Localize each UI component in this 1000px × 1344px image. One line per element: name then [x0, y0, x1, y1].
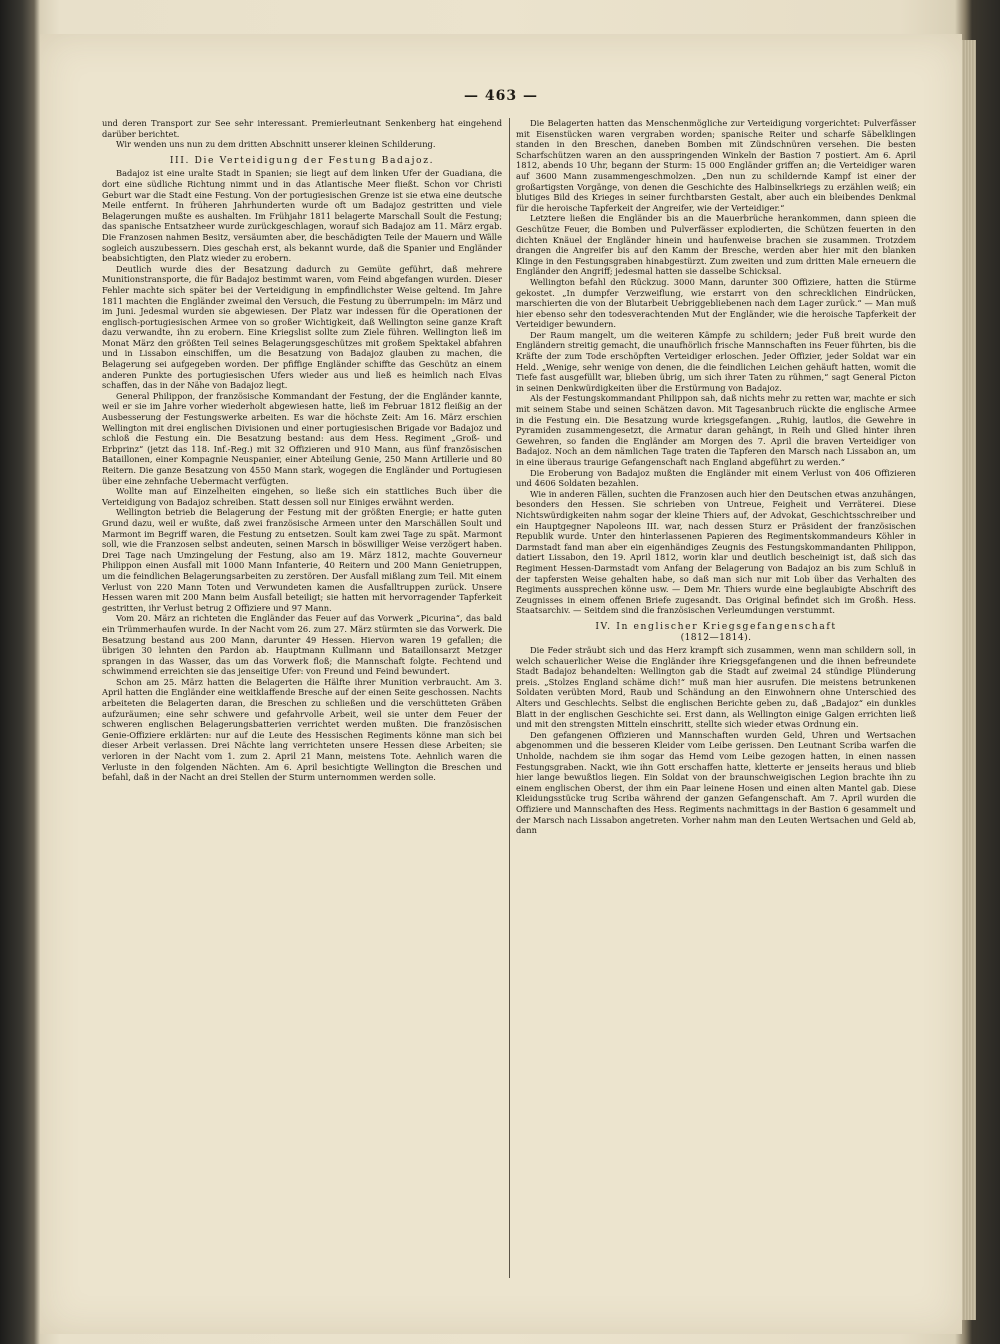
paragraph: und deren Transport zur See sehr interessant. Premierleutnant Senkenberg hat eingehend darüber berichtet. [102, 118, 502, 139]
paragraph: Den gefangenen Offizieren und Mannschaften wurden Geld, Uhren und Wertsachen abgenommen und die besseren Kleider vom Leibe gerissen. Den Leutnant Scriba warfen die Unholde, nachdem sie ihm sogar das Hemd vom Leibe gezogen hatten, in einen nassen Festungsgraben. Nackt, wie ihn Gott erschaffen hatte, kletterte er jenseits heraus und blieb hier lange bewußtlos liegen. Ein Soldat von der braunschweigischen Legion brachte ihn zu einem englischen Oberst, der ihm ein Paar leinene Hosen und einen alten Mantel gab. Diese Kleidungsstücke trug Scriba während der ganzen Gefangenschaft. Am 7. April wurden die Offiziere und Mannschaften des Hess. Regiments nachmittags in der Bastion 6 gesammelt und der Marsch nach Lissabon angetreten. Vorher nahm man den Leuten Wertsachen und Geld ab, dann [516, 729, 916, 836]
paragraph: Wollte man auf Einzelheiten eingehen, so ließe sich ein stattliches Buch über die Verteidigung von Badajoz schreiben. Statt dessen soll nur Einiges erwähnt werden. [102, 486, 502, 507]
paragraph: Als der Festungskommandant Philippon sah, daß nichts mehr zu retten war, machte er sich mit seinem Stabe und seinen Schätzen davon. Mit Tagesanbruch rückte die englische Armee in die Festung ein. Die Besatzung wurde kriegsgefangen. „Ruhig, lautlos, die Gewehre in Pyramiden zusammengesetzt, die Armatur daran gehängt, in Reih und Glied hinter ihren Gewehren, so fanden die Engländer am Morgen des 7. April die braven Verteidiger von Badajoz. Noch an dem nämlichen Tage traten die Tapferen den Marsch nach Lissabon an, um in eine überaus traurige Gefangenschaft nach England abgeführt zu werden.“ [516, 393, 916, 467]
paragraph: Vom 20. März an richteten die Engländer das Feuer auf das Vorwerk „Picurina“, das bald ein Trümmerhaufen wurde. In der Nacht vom 26. zum 27. März stürmten sie das Vorwerk. Die Besatzung bestand aus 200 Mann, darunter 49 Hessen. Hiervon waren 19 gefallen; die übrigen 30 lehnten den Pardon ab. Hauptmann Kullmann und Bataillonsarzt Metzger sprangen in das Wasser, das um das Vorwerk floß; die Mannschaft folgte. Fechtend und schwimmend erreichten sie das jenseitige Ufer: von Freund und Feind bewundert. [102, 613, 502, 677]
paragraph: General Philippon, der französische Kommandant der Festung, der die Engländer kannte, weil er sie im Jahre vorher wiederholt abgewiesen hatte, ließ im Februar 1812 fleißig an der Ausbesserung der Festungswerke arbeiten. Es war die höchste Zeit: Am 16. März erschien Wellington mit drei englischen Divisionen und einer portugiesischen Brigade vor Badajoz und schloß die Festung ein. Die Besatzung bestand: aus dem Hess. Regiment „Groß- und Erbprinz“ (jetzt das 118. Inf.-Reg.) mit 32 Offizieren und 910 Mann, aus fünf französischen Bataillonen, einer Kompagnie Neuspanier, einer Abteilung Genie, 250 Mann Artillerie und 80 Reitern. Die ganze Besatzung von 4550 Mann stark, wogegen die Engländer und Portugiesen über eine zehnfache Uebermacht verfügten. [102, 390, 502, 486]
paragraph: Die Belagerten hatten das Menschenmögliche zur Verteidigung vorgerichtet: Pulverfässer mit Eisenstücken waren vergraben worden; spanische Reiter und scharfe Säbelklingen standen in den Breschen, daneben Bomben mit Zündschnüren versehen. Die besten Scharfschützen waren an den ausspringenden Winkeln der Bastion 7 postiert. Am 6. April 1812, abends 10 Uhr, begann der Sturm: 15 000 Engländer griffen an; die Verteidiger waren auf 3600 Mann zusammengeschmolzen. „Den nun zu schildernde Kampf ist einer der großartigsten Vorgänge, von denen die Geschichte des Halbinselkriegs zu erzählen weiß; ein blutiges Bild des Krieges in seiner furchtbarsten Gestalt, aber auch ein bleibendes Denkmal für die heroische Tapferkeit der Angreifer, wie der Verteidiger.“ [516, 118, 916, 213]
paragraph: Letztere ließen die Engländer bis an die Mauerbrüche herankommen, dann spieen die Geschütze Feuer, die Bomben und Pulverfässer explodierten, die Schützen feuerten in den dichten Knäuel der Engländer hinein und haufenweise brachen sie zusammen. Trotzdem drangen die Angreifer bis auf den Kamm der Bresche, werden aber hier mit den blanken Klinge in den Festungsgraben hinabgestürzt. Zum zweiten und zum dritten Male erneuern die Engländer den Angriff; jedesmal hatten sie dasselbe Schicksal. [516, 213, 916, 277]
section-heading [516, 622, 916, 643]
section-years: (1812—1814). [680, 631, 752, 643]
right-column [516, 118, 916, 836]
paragraph: Der Raum mangelt, um die weiteren Kämpfe zu schildern; jeder Fuß breit wurde den Engländern streitig gemacht, die unaufhörlich frische Mannschaften ins Feuer führten, bis die Kräfte der zum Tode erschöpften Verteidiger erloschen. Jeder Offizier, jeder Soldat war ein Held. „Wenige, sehr wenige von denen, die die feindlichen Leichen gehäuft hatten, womit die Tiefe fast ausgefüllt war, blieben übrig, um sich ihrer Taten zu rühmen,“ sagt General Picton in seinen Denkwürdigkeiten über die Erstürmung von Badajoz. [516, 329, 916, 393]
paragraph: Wellington befahl den Rückzug. 3000 Mann, darunter 300 Offiziere, hatten die Stürme gekostet. „In dumpfer Verzweiflung, wie erstarrt von den schrecklichen Eindrücken, marschierten die von der Blutarbeit Uebriggebliebenen nach dem Lager zurück.“ — Man muß hier ebenso sehr den todesverachtenden Mut der Engländer, wie die heroische Tapferkeit der Verteidiger bewundern. [516, 276, 916, 330]
column-divider [509, 118, 510, 1278]
paragraph: Schon am 25. März hatten die Belagerten die Hälfte ihrer Munition verbraucht. Am 3. April hatten die Engländer eine weitklaffende Bresche auf der einen Seite geschossen. Nachts arbeiteten die Belagerten daran, die Breschen zu schließen und die verschütteten Gräben aufzuräumen; eine sehr schwere und gefahrvolle Arbeit, weil sie unter dem Feuer der schweren englischen Belagerungsbatterien verrichtet werden mußten. Die französischen Genie-Offiziere erklärten: nur auf die Leute des Hessischen Regiments könne man sich bei dieser Arbeit verlassen. Drei Nächte lang verrichteten unsere Hessen diese Arbeiten; sie verloren in der Nacht vom 1. zum 2. April 21 Mann, meistens Tote. Aehnlich waren die Verluste in den folgenden Nächten. Am 6. April besichtigte Wellington die Breschen und befahl, daß in der Nacht an drei Stellen der Sturm unternommen werden solle. [102, 676, 502, 783]
section-title: IV. In englischer Kriegsgefangenschaft [595, 620, 837, 632]
paragraph: Die Eroberung von Badajoz mußten die Engländer mit einem Verlust von 406 Offizieren und 4606 Soldaten bezahlen. [516, 467, 916, 489]
section-heading: III. Die Verteidigung der Festung Badajoz. [169, 154, 435, 166]
paragraph: Die Feder sträubt sich und das Herz krampft sich zusammen, wenn man schildern soll, in welch schauerlicher Weise die Engländer ihre Kriegsgefangenen und die ihnen befreundete Stadt Badajoz behandelten: Wellington gab die Stadt auf zweimal 24 stündige Plünderung preis. „Stolzes England schäme dich!“ muß man hier ausrufen. Die meistens betrunkenen Soldaten verübten Mord, Raub und Schändung an den Einwohnern ohne Unterschied des Alters und Geschlechts. Selbst die englischen Berichte geben zu, daß „Badajoz“ ein dunkles Blatt in der englischen Geschichte sei. Erst dann, als Wellington einige Galgen errichten ließ und mit den strengsten Mitteln einschritt, stellte sich wieder etwas Ordnung ein. [516, 645, 916, 730]
left-column [102, 118, 502, 783]
page-stack-edge [962, 40, 976, 1320]
paragraph: Wie in anderen Fällen, suchten die Franzosen auch hier den Deutschen etwas anzuhängen, besonders den Hessen. Sie schrieben von Untreue, Feigheit und Verräterei. Diese Nichtswürdigkeiten nahm sogar der kleine Thiers auf, der Advokat, Geschichtsschreiber und ein Hauptgegner Napoleons III. war, nach dessen Sturz er Präsident der französischen Republik wurde. Unter den hinterlassenen Papieren des Regimentskommandeurs Köhler in Darmstadt fand man aber ein eigenhändiges Zeugnis des Festungskommandanten Philippon, datiert Lissabon, den 19. April 1812, worin klar und deutlich bescheinigt ist, daß sich das Regiment Hessen-Darmstadt vom Anfang der Belagerung von Badajoz an bis zum Schluß in der tapfersten Weise gehalten habe, so daß man sich nur mit Lob über das Verhalten des Regiments aussprechen könne usw. — Dem Mr. Thiers wurde eine beglaubigte Abschrift des Zeugnisses in einem offenen Briefe zugesandt. Das Original befindet sich im Großh. Hess. Staatsarchiv. — Seitdem sind die französischen Verleumdungen verstummt. [516, 488, 916, 616]
book-page [40, 34, 962, 1334]
paragraph: Badajoz ist eine uralte Stadt in Spanien; sie liegt auf dem linken Ufer der Guadiana, die dort eine südliche Richtung nimmt und in das Atlantische Meer fließt. Schon vor Christi Geburt war die Stadt eine Festung. Von der portugiesischen Grenze ist sie etwa eine deutsche Meile entfernt. In früheren Jahrhunderten wurde oft um Badajoz gestritten und viele Belagerungen mußte es aushalten. Im Frühjahr 1811 belagerte Marschall Soult die Festung; das spanische Entsatzheer wurde zurückgeschlagen, worauf sich Badajoz am 11. März ergab. Die Franzosen nahmen Besitz, versäumten aber, die beschädigten Teile der Mauern und Wälle sogleich auszubessern. Dies geschah erst, als bekannt wurde, daß die Spanier und Engländer beabsichtigten, den Platz wieder zu erobern. [102, 168, 502, 264]
paragraph: Wir wenden uns nun zu dem dritten Abschnitt unserer kleinen Schilderung. [116, 139, 436, 150]
page-number: — 463 — [464, 88, 538, 104]
paragraph: Wellington betrieb die Belagerung der Festung mit der größten Energie; er hatte guten Grund dazu, weil er wußte, daß zwei französische Armeen unter den Marschällen Soult und Marmont im Begriff waren, die Festung zu entsetzen. Soult kam zwei Tage zu spät. Marmont soll, wie die Franzosen selbst andeuten, seinen Marsch in böswilliger Weise verzögert haben. Drei Tage nach Umzingelung der Festung, also am 19. März 1812, machte Gouverneur Philippon einen Ausfall mit 1000 Mann Infanterie, 40 Reitern und 200 Mann Genietruppen, um die feindlichen Belagerungsarbeiten zu zerstören. Der Ausfall mißlang zum Teil. Mit einem Verlust von 220 Mann Toten und Verwundeten kamen die Ausfalltruppen zurück. Unsere Hessen waren mit 200 Mann beim Ausfall beteiligt; sie hatten mit hervorragender Tapferkeit gestritten, ihr Verlust betrug 2 Offiziere und 97 Mann. [102, 507, 502, 613]
paragraph: Deutlich wurde dies der Besatzung dadurch zu Gemüte geführt, daß mehrere Munitionstransporte, die für Badajoz bestimmt waren, vom Feind abgefangen wurden. Dieser Fehler machte sich später bei der Verteidigung in empfindlichster Weise geltend. Im Jahre 1811 machten die Engländer zweimal den Versuch, die Festung zu überrumpeln: im März und im Juni. Jedesmal wurden sie abgewiesen. Der Platz war indessen für die Operationen der englisch-portugiesischen Armee von so großer Wichtigkeit, daß Wellington seine ganze Kraft dazu verwandte, ihn zu erobern. Eine Kriegslist sollte zum Ziele führen. Wellington ließ im Monat März den größten Teil seines Belagerungsgeschützes mit großem Spektakel abfahren und in Lissabon einschiffen, um die Besatzung von Badajoz glauben zu machen, die Belagerung sei aufgegeben worden. Der pfiffige Engländer schiffte das Geschütz an einem anderen Punkte des portugiesischen Ufers wieder aus und ließ es heimlich nach Elvas schaffen, das in der Nähe von Badajoz liegt. [102, 263, 502, 391]
